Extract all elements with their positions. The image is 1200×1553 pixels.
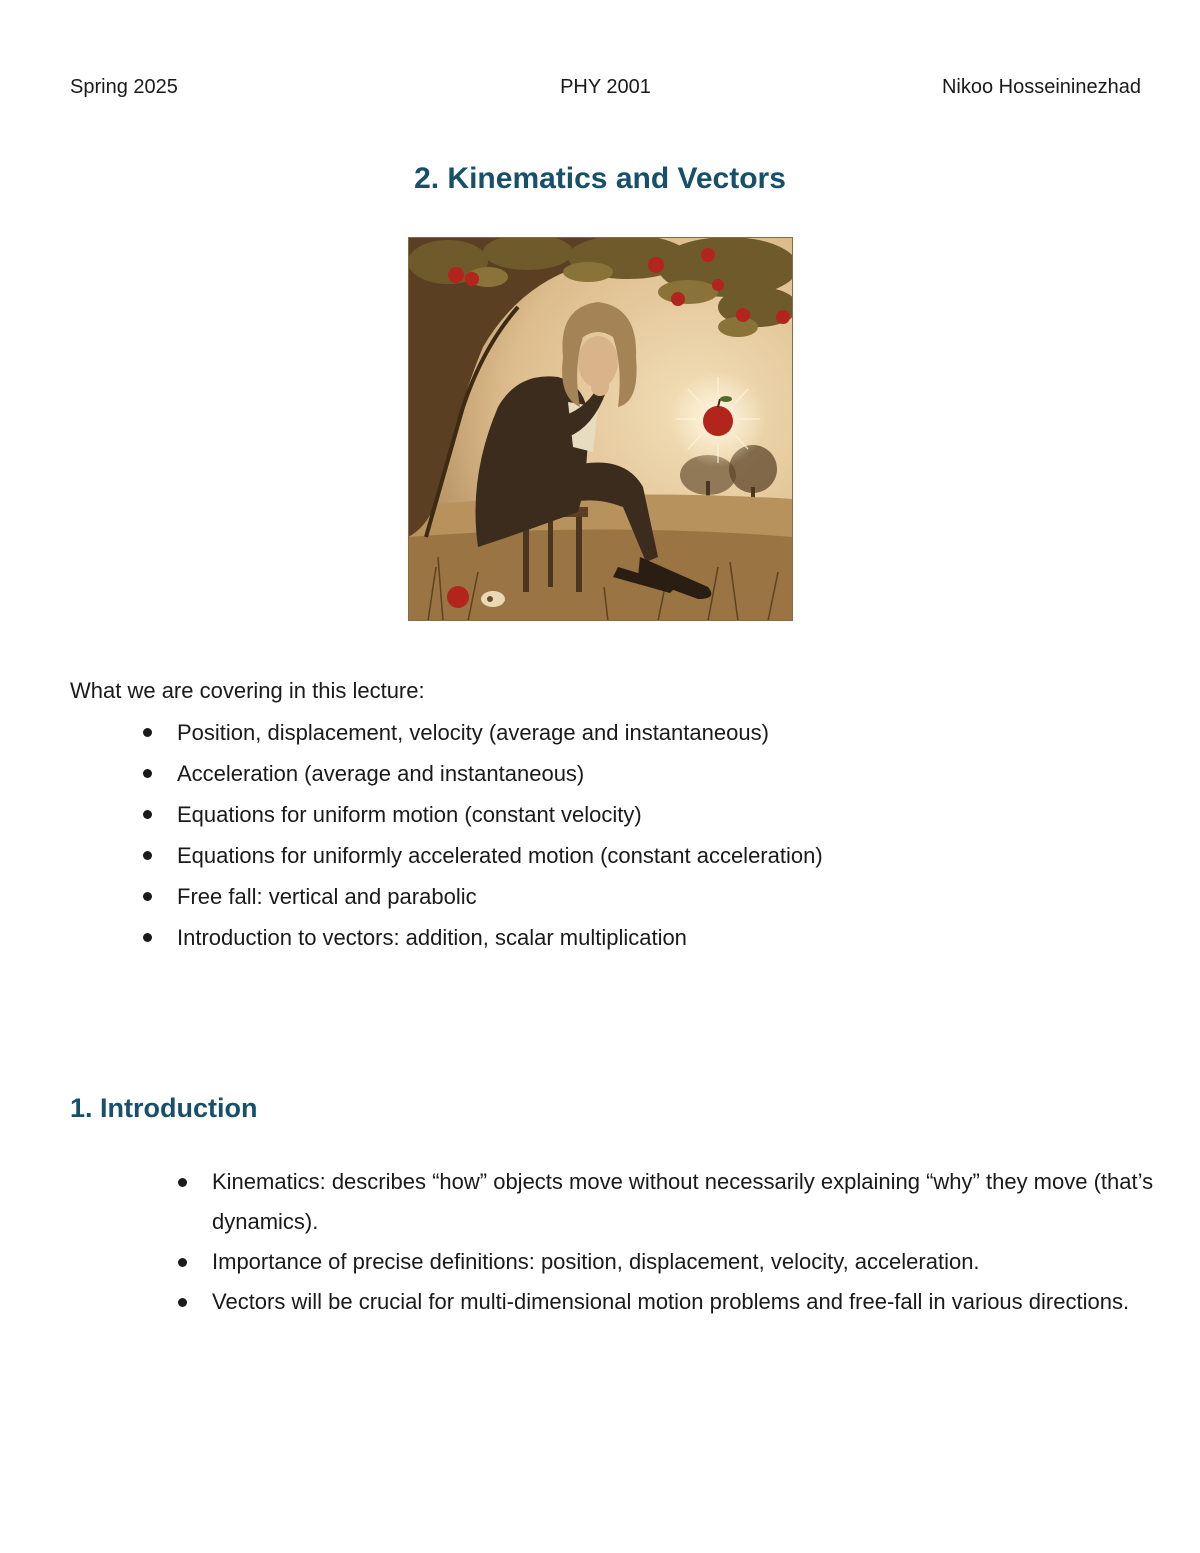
bullet-text: Importance of precise definitions: position, displacement, velocity, acceleration. (212, 1249, 980, 1274)
topic-text: Position, displacement, velocity (average and instantaneous) (177, 720, 769, 745)
header-author: Nikoo Hosseininezhad (941, 75, 1141, 98)
bullet-icon (143, 728, 152, 737)
page-header (70, 74, 1141, 100)
list-item (0, 917, 823, 958)
bullet-icon (143, 810, 152, 819)
bullet-icon (178, 1298, 187, 1307)
list-item (0, 753, 823, 794)
bullet-text: Vectors will be crucial for multi-dimensional motion problems and free-fall in various directions. (212, 1289, 1130, 1314)
newton-apple-tree-illustration (408, 237, 793, 621)
list-item (0, 835, 823, 876)
introduction-bullet-list (0, 1162, 1160, 1322)
lecture-intro-text: What we are covering in this lecture: (70, 678, 425, 703)
page-title: 2. Kinematics and Vectors (414, 162, 786, 195)
list-item (0, 1282, 1160, 1322)
lecture-topics-list (0, 712, 823, 958)
bullet-icon (143, 892, 152, 901)
topic-text: Equations for uniformly accelerated motion (constant acceleration) (177, 843, 823, 868)
list-item (0, 794, 823, 835)
bullet-icon (178, 1178, 187, 1187)
bullet-text: Kinematics: describes “how” objects move without necessarily explaining “why” they move (that’s dynamics). (212, 1169, 1154, 1234)
list-item (0, 1242, 1160, 1282)
topic-text: Free fall: vertical and parabolic (177, 884, 477, 909)
introduction-heading: 1. Introduction (70, 1093, 258, 1123)
bullet-icon (143, 769, 152, 778)
bullet-icon (178, 1258, 187, 1267)
topic-text: Introduction to vectors: addition, scalar multiplication (177, 925, 687, 950)
bullet-icon (143, 933, 152, 942)
list-item (0, 876, 823, 917)
list-item (0, 712, 823, 753)
bullet-icon (143, 851, 152, 860)
header-course: PHY 2001 (560, 75, 651, 98)
header-term: Spring 2025 (70, 75, 178, 98)
topic-text: Acceleration (average and instantaneous) (177, 761, 585, 786)
list-item (0, 1162, 1160, 1242)
topic-text: Equations for uniform motion (constant velocity) (177, 802, 642, 827)
